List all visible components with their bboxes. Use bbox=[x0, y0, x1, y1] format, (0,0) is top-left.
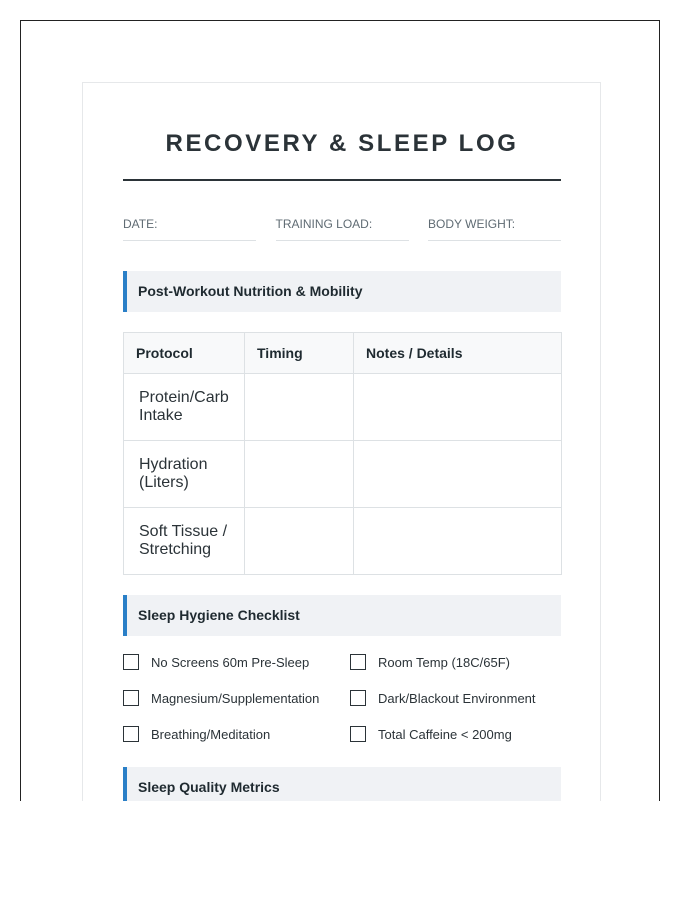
title-divider bbox=[123, 179, 561, 181]
log-content bbox=[123, 83, 561, 801]
checkbox[interactable] bbox=[350, 690, 366, 706]
notes-cell[interactable] bbox=[354, 508, 562, 575]
column-header-notes: Notes / Details bbox=[354, 333, 562, 374]
training-load-field[interactable]: TRAINING LOAD: bbox=[276, 210, 409, 241]
checklist-label: Dark/Blackout Environment bbox=[378, 690, 536, 706]
checklist-label: Magnesium/Supplementation bbox=[151, 690, 320, 706]
table-row bbox=[124, 508, 562, 575]
protocol-cell: Protein/Carb Intake bbox=[124, 374, 245, 441]
page-title: RECOVERY & SLEEP LOG bbox=[165, 130, 519, 157]
checklist-label: Breathing/Meditation bbox=[151, 726, 271, 742]
checklist-label: No Screens 60m Pre-Sleep bbox=[151, 654, 310, 670]
section-header-sleep-hygiene: Sleep Hygiene Checklist bbox=[123, 595, 561, 636]
table-header-row bbox=[124, 333, 562, 374]
checklist-item bbox=[350, 689, 561, 707]
checkbox[interactable] bbox=[123, 726, 139, 742]
checkbox[interactable] bbox=[123, 654, 139, 670]
body-weight-field[interactable]: BODY WEIGHT: bbox=[428, 210, 561, 241]
table-row bbox=[124, 441, 562, 508]
timing-cell[interactable] bbox=[245, 508, 354, 575]
date-field[interactable]: DATE: bbox=[123, 210, 256, 241]
checkbox[interactable] bbox=[350, 654, 366, 670]
checklist-item bbox=[350, 653, 561, 671]
column-header-timing: Timing bbox=[245, 333, 354, 374]
checklist-item bbox=[123, 653, 350, 671]
notes-cell[interactable] bbox=[354, 441, 562, 508]
log-sheet bbox=[82, 82, 601, 801]
checklist-item bbox=[350, 725, 561, 743]
meta-fields-row bbox=[123, 210, 561, 241]
checkbox[interactable] bbox=[123, 690, 139, 706]
notes-cell[interactable] bbox=[354, 374, 562, 441]
timing-cell[interactable] bbox=[245, 441, 354, 508]
section-header-sleep-quality: Sleep Quality Metrics bbox=[123, 767, 561, 801]
checklist-item bbox=[123, 725, 350, 743]
protocol-cell: Hydration (Liters) bbox=[124, 441, 245, 508]
protocol-cell: Soft Tissue / Stretching bbox=[124, 508, 245, 575]
protocol-table bbox=[123, 332, 562, 575]
checklist-label: Total Caffeine < 200mg bbox=[378, 726, 512, 742]
checklist-item bbox=[123, 689, 350, 707]
sleep-hygiene-checklist bbox=[123, 653, 561, 743]
timing-cell[interactable] bbox=[245, 374, 354, 441]
checkbox[interactable] bbox=[350, 726, 366, 742]
checklist-label: Room Temp (18C/65F) bbox=[378, 654, 510, 670]
column-header-protocol: Protocol bbox=[124, 333, 245, 374]
page-frame bbox=[20, 20, 660, 801]
section-header-nutrition: Post-Workout Nutrition & Mobility bbox=[123, 271, 561, 312]
table-row bbox=[124, 374, 562, 441]
